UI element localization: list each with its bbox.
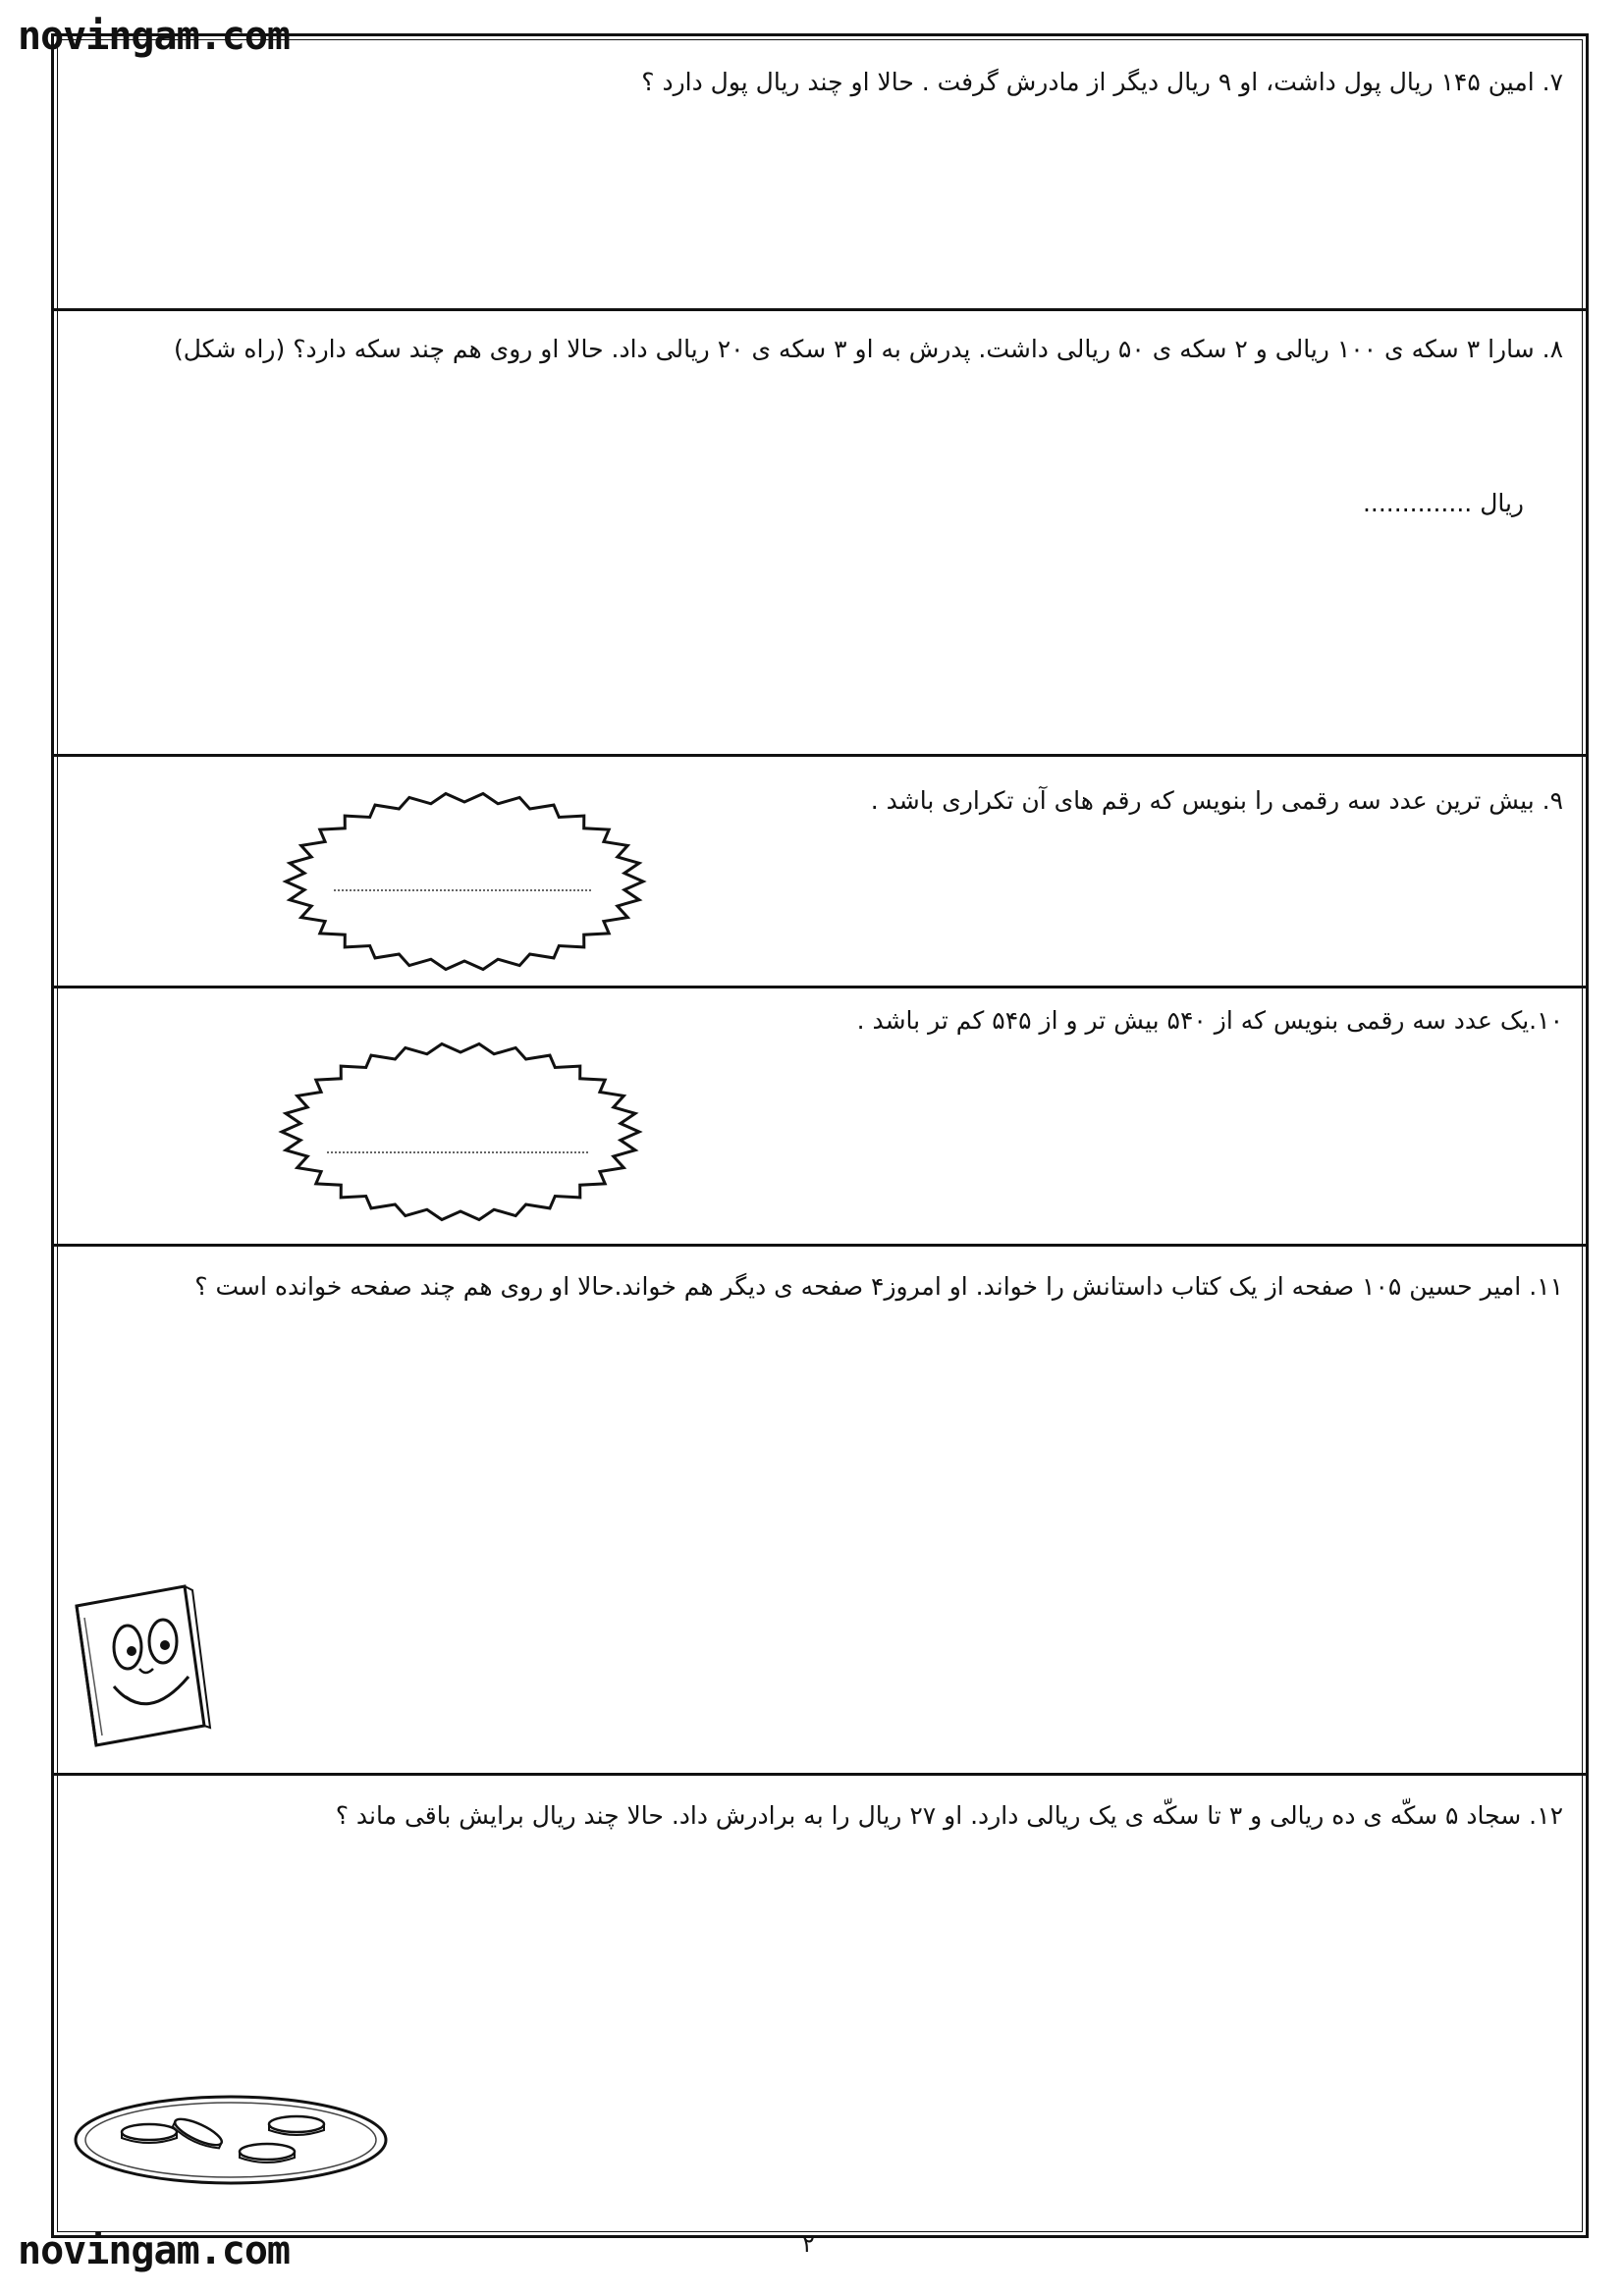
- blank-unit: ریال: [1480, 489, 1524, 517]
- divider-q8: [54, 754, 1586, 757]
- divider-q7: [54, 308, 1586, 311]
- watermark-bottom: novingam.com: [18, 2228, 290, 2273]
- answer-blank-q8[interactable]: [1363, 489, 1524, 517]
- smiling-book-icon: [67, 1578, 214, 1755]
- question-12: ۱۲. سجاد ۵ سکّه ی ده ریالی و ۳ تا سکّه ی یک ریالی دارد. او ۲۷ ریال را به برادرش داد. حالا چند ریال برایش باقی ماند ؟: [335, 1801, 1563, 1830]
- starburst-answer-box-q9[interactable]: [280, 790, 653, 977]
- starburst-answer-box-q10[interactable]: [278, 1041, 651, 1227]
- blank-dots: ..............: [1362, 489, 1473, 517]
- divider-q10: [54, 1244, 1586, 1247]
- question-10: ۱۰.یک عدد سه رقمی بنویس که از ۵۴۰ بیش تر و از ۵۴۵ کم تر باشد .: [856, 1006, 1563, 1035]
- divider-q9: [54, 986, 1586, 988]
- question-9: ۹. بیش ترین عدد سه رقمی را بنویس که رقم های آن تکراری باشد .: [870, 786, 1563, 815]
- divider-q11: [54, 1773, 1586, 1776]
- question-7: ۷. امین ۱۴۵ ریال پول داشت، او ۹ ریال دیگر از مادرش گرفت . حالا او چند ریال پول دارد ؟: [641, 68, 1563, 96]
- page-number: ۲: [802, 2230, 815, 2258]
- question-8: ۸. سارا ۳ سکه ی ۱۰۰ ریالی و ۲ سکه ی ۵۰ ریالی داشت. پدرش به او ۳ سکه ی ۲۰ ریالی داد. حالا او روی هم چند سکه دارد؟ (راه شکل): [173, 335, 1563, 363]
- coins-plate-icon: [71, 2091, 395, 2189]
- watermark-top: novingam.com: [18, 14, 290, 59]
- question-11: ۱۱. امیر حسین ۱۰۵ صفحه از یک کتاب داستانش را خواند. او امروز۴ صفحه ی دیگر هم خواند.حالا او روی هم چند صفحه خوانده است ؟: [194, 1272, 1563, 1301]
